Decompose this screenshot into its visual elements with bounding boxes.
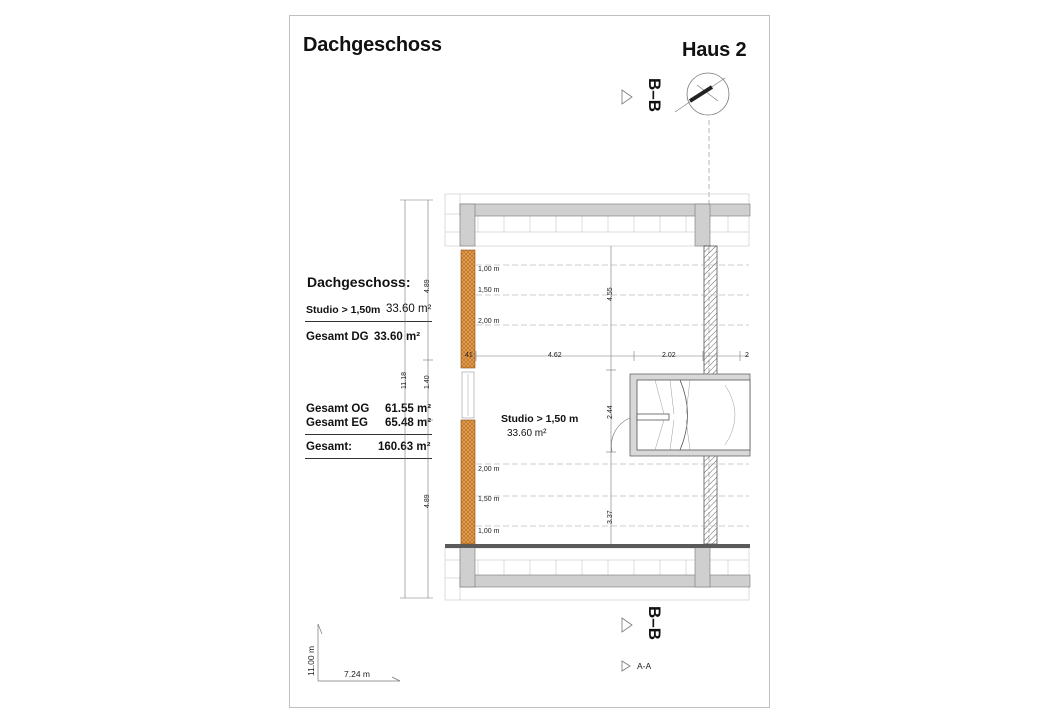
dim-room-height-top: 4.55 bbox=[607, 287, 614, 301]
height-label: 1,50 m bbox=[478, 496, 500, 503]
summary-value-total: 160.63 m² bbox=[378, 441, 431, 453]
dim-left-bottom: 4.89 bbox=[424, 494, 431, 508]
room-area: 33.60 m² bbox=[507, 428, 547, 439]
dim-left-mid: 1.40 bbox=[424, 375, 431, 389]
height-label: 1,50 m bbox=[478, 287, 500, 294]
north-arrow-icon bbox=[675, 73, 729, 115]
height-label: 2,00 m bbox=[478, 318, 500, 325]
section-marker-top bbox=[622, 90, 632, 104]
summary-label-og: Gesamt OG bbox=[306, 403, 370, 415]
summary-label-studio: Studio > 1,50m bbox=[306, 304, 381, 316]
dim-stair-height: 2.44 bbox=[607, 405, 614, 419]
kneewall-top bbox=[461, 250, 475, 368]
dim-right-cut: 2 bbox=[745, 352, 749, 359]
staircase bbox=[611, 374, 750, 456]
kneewall-bottom bbox=[461, 420, 475, 544]
dim-left-total: 11.18 bbox=[401, 372, 408, 389]
summary-value-eg: 65.48 m² bbox=[385, 417, 432, 429]
dim-room-height-bottom: 3.37 bbox=[607, 510, 614, 524]
height-label: 2,00 m bbox=[478, 466, 500, 473]
dim-wall: 41 bbox=[465, 352, 473, 359]
house-title: Haus 2 bbox=[682, 39, 747, 61]
summary-value-og: 61.55 m² bbox=[385, 403, 432, 415]
section-label-aa: A-A bbox=[637, 661, 652, 671]
scale-width: 7.24 m bbox=[344, 669, 370, 679]
section-marker-bottom bbox=[622, 618, 632, 671]
section-label-top: B–B bbox=[645, 78, 664, 113]
room-name: Studio > 1,50 m bbox=[501, 413, 579, 425]
dim-left-top: 4.89 bbox=[424, 279, 431, 293]
summary-label-dg: Gesamt DG bbox=[306, 331, 369, 343]
summary-value-studio: 33.60 m² bbox=[386, 303, 432, 315]
scale-height: 11.00 m bbox=[306, 645, 316, 676]
dim-room-width: 4.62 bbox=[548, 352, 562, 359]
section-label-bottom: B–B bbox=[645, 606, 664, 641]
dim-stair-width: 2.02 bbox=[662, 352, 676, 359]
floor-title: Dachgeschoss bbox=[303, 34, 442, 56]
summary-value-dg: 33.60 m² bbox=[374, 331, 421, 343]
height-label: 1,00 m bbox=[478, 266, 500, 273]
height-label: 1,00 m bbox=[478, 528, 500, 535]
summary-heading: Dachgeschoss: bbox=[307, 274, 411, 290]
summary-label-eg: Gesamt EG bbox=[306, 417, 368, 429]
summary-label-total: Gesamt: bbox=[306, 441, 353, 453]
